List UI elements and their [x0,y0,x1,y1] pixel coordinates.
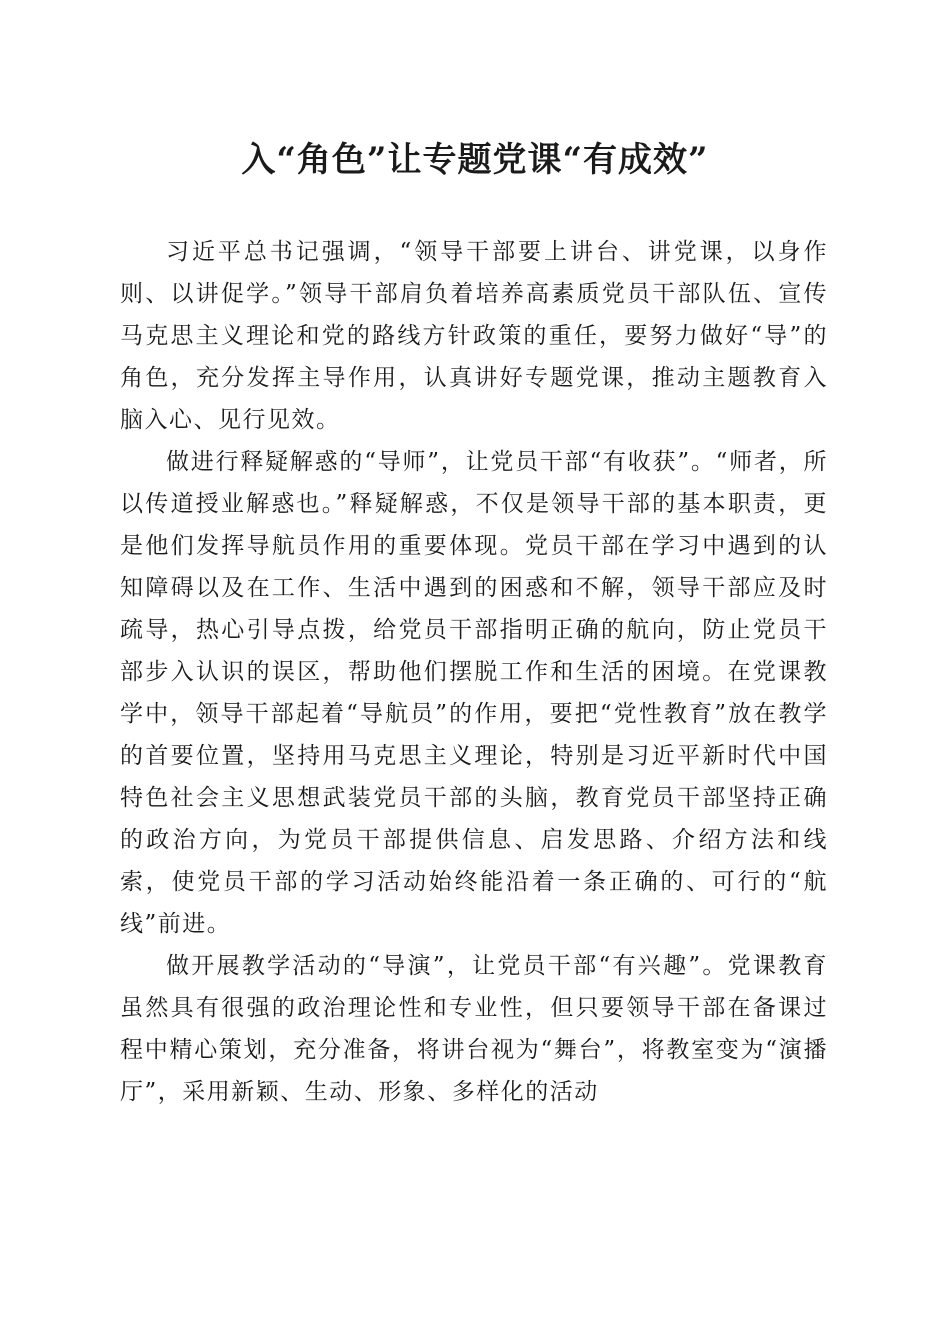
paragraph-mentor: 做进行释疑解惑的“导师”，让党员干部“有收获”。“师者，所以传道授业解惑也。”释疑解惑，不仅是领导干部的基本职责，更是他们发挥导航员作用的重要体现。党员干部在学习中遇到的认知障碍以及在工作、生活中遇到的困惑和不解，领导干部应及时疏导，热心引导点拨，给党员干部指明正确的航向，防止党员干部步入认识的误区，帮助他们摆脱工作和生活的困境。在党课教学中，领导干部起着“导航员”的作用，要把“党性教育”放在教学的首要位置，坚持用马克思主义理论，特别是习近平新时代中国特色社会主义思想武装党员干部的头脑，教育党员干部坚持正确的政治方向，为党员干部提供信息、启发思路、介绍方法和线索，使党员干部的学习活动始终能沿着一条正确的、可行的“航线”前进。 [120,449,828,937]
paragraph-intro: 习近平总书记强调，“领导干部要上讲台、讲党课，以身作则、以讲促学。”领导干部肩负着培养高素质党员干部队伍、宣传马克思主义理论和党的路线方针政策的重任，要努力做好“导”的角色，充分发挥主导作用，认真讲好专题党课，推动主题教育入脑入心、见行见效。 [120,239,828,433]
document-title: 入“角色”让专题党课“有成效” [241,140,709,180]
document-body [120,231,828,1113]
paragraph-director: 做开展教学活动的“导演”，让党员干部“有兴趣”。党课教育虽然具有很强的政治理论性和专业性，但只要领导干部在备课过程中精心策划，充分准备，将讲台视为“舞台”，将教室变为“演播厅”，采用新颖、生动、形象、多样化的活动 [120,953,828,1105]
